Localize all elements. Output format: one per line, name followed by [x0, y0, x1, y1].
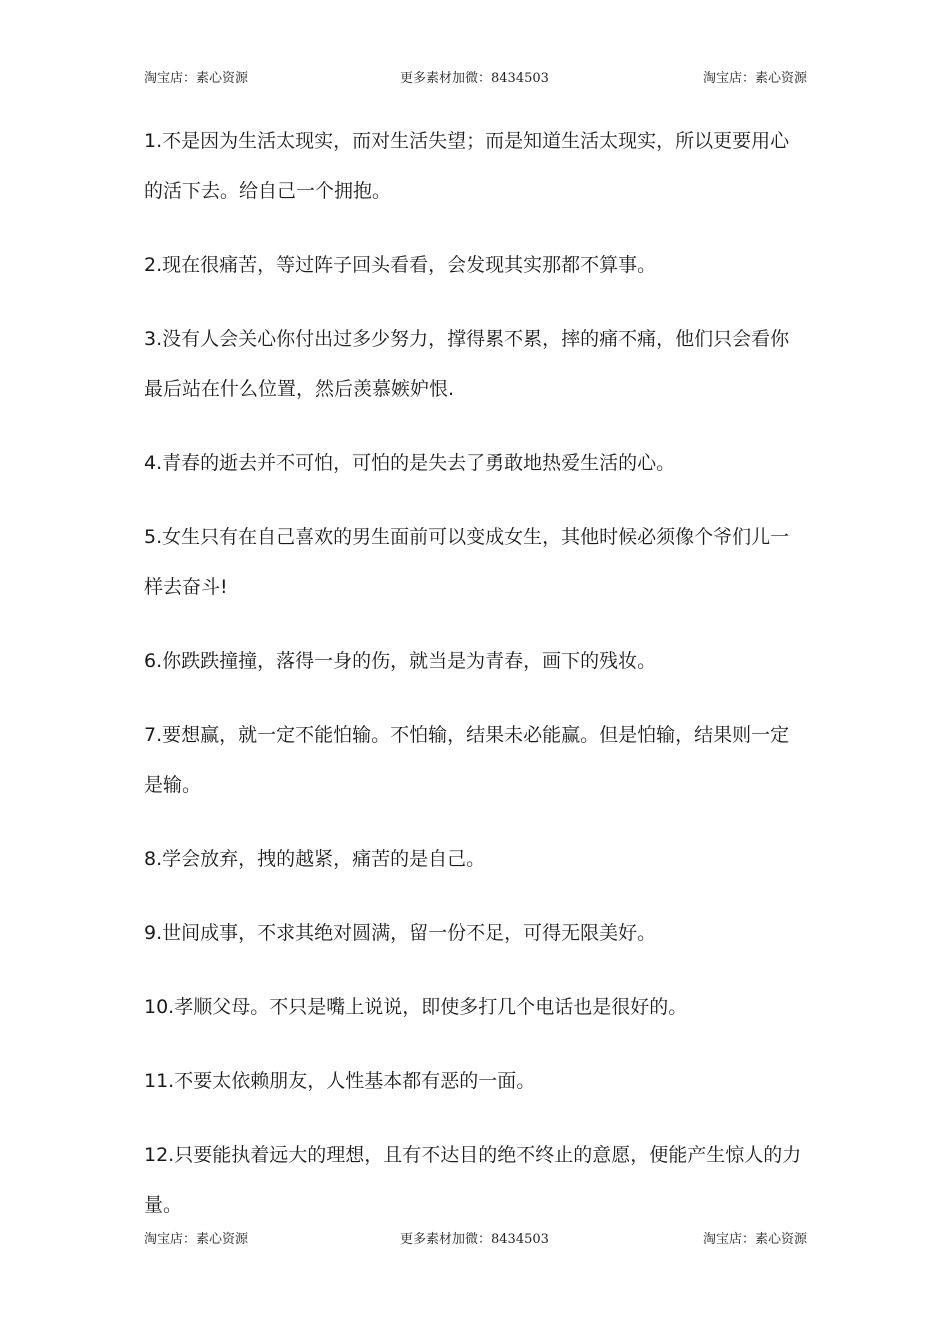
quote-item-10: 10.孝顺父母。不只是嘴上说说，即使多打几个电话也是很好的。: [144, 996, 688, 1018]
quote-item-9: 9.世间成事，不求其绝对圆满，留一份不足，可得无限美好。: [144, 922, 657, 944]
footer-left-text: 淘宝店：素心资源: [144, 1232, 249, 1247]
quote-item-8: 8.学会放弃，拽的越紧，痛苦的是自己。: [144, 848, 486, 870]
page-footer: [144, 1228, 807, 1248]
footer-center-text: 更多素材加微：8434503: [400, 1232, 549, 1247]
quote-item-12: 12.只要能执着远大的理想，且有不达目的绝不终止的意愿，便能产生惊人的力量。: [144, 1144, 802, 1216]
quote-item-6: 6.你跌跌撞撞，落得一身的伤，就当是为青春，画下的残妆。: [144, 650, 657, 672]
header-center-text: 更多素材加微：8434503: [400, 71, 549, 86]
quote-item-11: 11.不要太依赖朋友，人性基本都有恶的一面。: [144, 1070, 536, 1092]
quote-item-2: 2.现在很痛苦，等过阵子回头看看，会发现其实那都不算事。: [144, 254, 657, 276]
header-left-text: 淘宝店：素心资源: [144, 71, 249, 86]
quote-list: [144, 116, 808, 1254]
header-right-text: 淘宝店：素心资源: [702, 71, 807, 86]
page-header: [144, 67, 807, 87]
footer-right-text: 淘宝店：素心资源: [702, 1232, 807, 1247]
quote-item-3: 3.没有人会关心你付出过多少努力，撑得累不累，摔的痛不痛，他们只会看你最后站在什么位置，然后羡慕嫉妒恨.: [144, 328, 790, 400]
quote-item-7: 7.要想赢，就一定不能怕输。不怕输，结果未必能赢。但是怕输，结果则一定是输。: [144, 724, 790, 796]
quote-item-1: 1.不是因为生活太现实，而对生活失望；而是知道生活太现实，所以更要用心的活下去。给自己一个拥抱。: [144, 130, 790, 202]
quote-item-4: 4.青春的逝去并不可怕，可怕的是失去了勇敢地热爱生活的心。: [144, 452, 676, 474]
quote-item-5: 5.女生只有在自己喜欢的男生面前可以变成女生，其他时候必须像个爷们儿一样去奋斗!: [144, 526, 790, 598]
